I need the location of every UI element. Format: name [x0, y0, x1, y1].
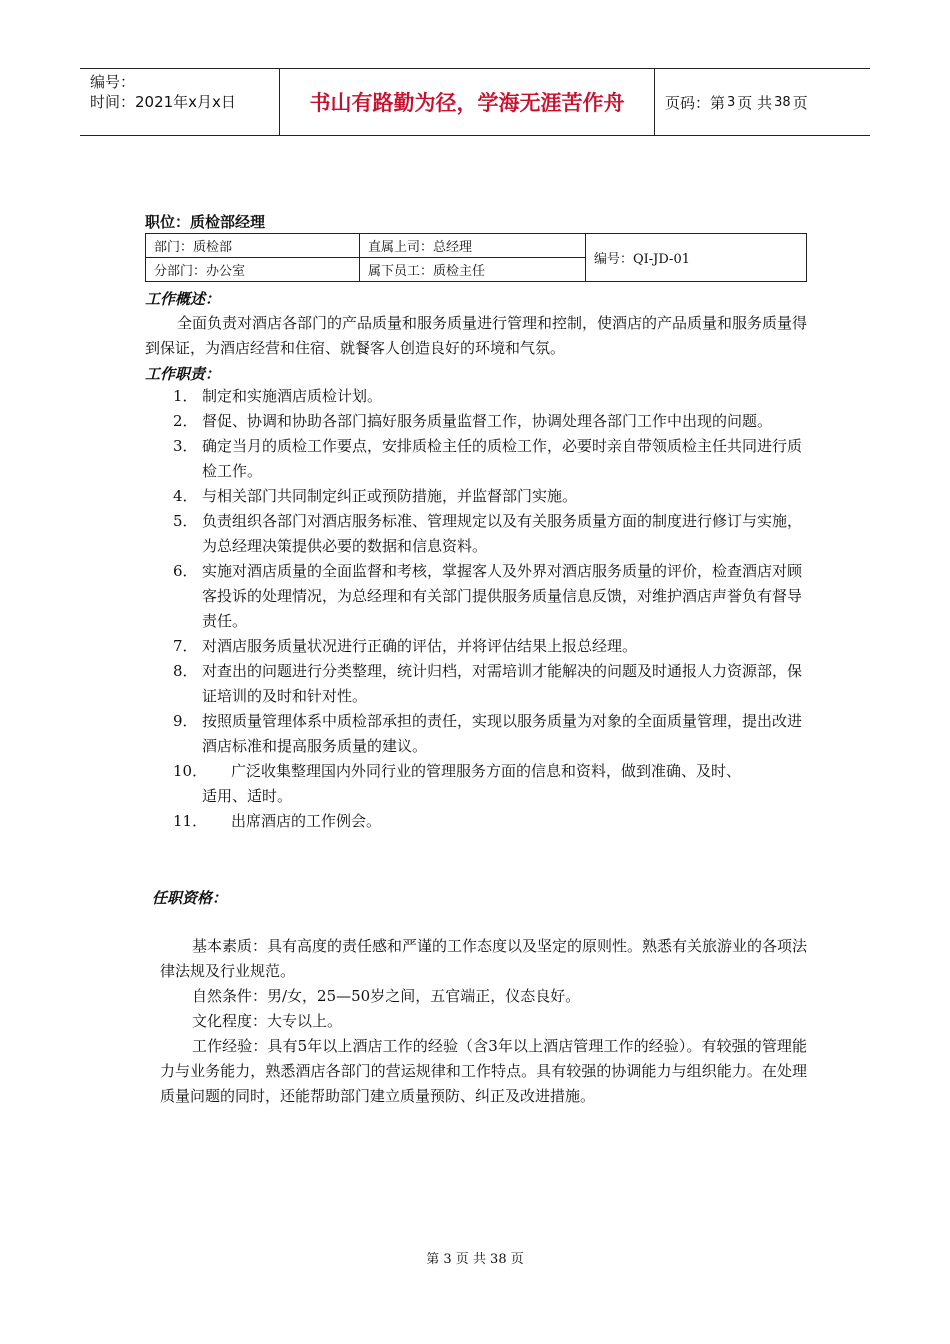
subordinate-cell: 属下员工：质检主任	[360, 258, 586, 282]
item-text: 制定和实施酒店质检计划。	[202, 387, 383, 405]
page-current: 3	[727, 94, 736, 110]
item-text: 按照质量管理体系中质检部承担的责任，实现以服务质量为对象的全面质量管理，提出改进酒店标准和提高服务质量的建议。	[202, 712, 803, 755]
code-label: 编号：	[90, 73, 136, 91]
list-item	[145, 559, 807, 634]
overview-text: 全面负责对酒店各部门的产品质量和服务质量进行管理和控制，使酒店的产品质量和服务质量得到保证，为酒店经营和住宿、就餐客人创造良好的环境和气氛。	[145, 314, 808, 357]
page-footer: 第 3 页 共 38 页	[426, 1252, 524, 1267]
item-number: 6．	[173, 562, 198, 580]
overview-heading: 工作概述：	[145, 290, 221, 308]
natural-conditions: 自然条件：男/女，25—50岁之间，五官端正，仪态良好。	[192, 987, 581, 1005]
motto: 书山有路勤为径，学海无涯苦作舟	[280, 69, 655, 135]
header-page-info	[655, 69, 870, 135]
item-number: 5．	[173, 512, 198, 530]
page-header	[80, 68, 870, 136]
item-text: 督促、协调和协助各部门搞好服务质量监督工作，协调处理各部门工作中出现的问题。	[202, 412, 773, 430]
qualifications-heading: 任职资格：	[152, 889, 228, 907]
list-item	[145, 509, 807, 559]
page-mid: 页 共	[737, 93, 773, 112]
time-label: 时间：2021年x月x日	[90, 93, 236, 111]
item-number: 3．	[173, 437, 198, 455]
list-item	[145, 659, 807, 709]
list-item	[145, 484, 807, 509]
item-text: 负责组织各部门对酒店服务标准、管理规定以及有关服务质量方面的制度进行修订与实施，为总经理决策提供必要的数据和信息资料。	[202, 512, 803, 555]
basic-quality: 基本素质：具有高度的责任感和严谨的工作态度以及坚定的原则性。熟悉有关旅游业的各项法律法规及行业规范。	[160, 937, 808, 980]
list-item	[145, 634, 807, 659]
item-text: 出席酒店的工作例会。	[231, 812, 382, 830]
item-number: 9．	[173, 712, 198, 730]
item-text: 对酒店服务质量状况进行正确的评估，并将评估结果上报总经理。	[202, 637, 638, 655]
item-number: 10．	[173, 762, 208, 780]
list-item	[145, 709, 807, 759]
list-item	[145, 384, 807, 409]
header-meta	[80, 69, 280, 135]
list-item	[145, 809, 807, 834]
position-title: 职位：质检部经理	[145, 213, 266, 231]
duties-heading: 工作职责：	[145, 365, 221, 383]
page-suffix: 页	[792, 93, 808, 112]
work-experience: 工作经验：具有5年以上酒店工作的经验（含3年以上酒店管理工作的经验）。有较强的管理能力与业务能力，熟悉酒店各部门的营运规律和工作特点。具有较强的协调能力与组织能力。在处理质量问题的同时，还能帮助部门建立质量预防、纠正及改进措施。	[160, 1037, 807, 1105]
item-number: 1．	[173, 387, 198, 405]
page-total: 38	[774, 94, 791, 110]
item-text: 实施对酒店质量的全面监督和考核，掌握客人及外界对酒店服务质量的评价，检查酒店对顾客投诉的处理情况，为总经理和有关部门提供服务质量信息反馈，对维护酒店声誉负有督导责任。	[202, 562, 803, 630]
item-text: 与相关部门共同制定纠正或预防措施，并监督部门实施。	[202, 487, 578, 505]
superior-cell: 直属上司：总经理	[360, 234, 586, 258]
item-number: 11．	[173, 812, 208, 830]
item-number: 8．	[173, 662, 198, 680]
list-item	[145, 759, 807, 809]
item-number: 2．	[173, 412, 198, 430]
duties-list	[145, 384, 807, 834]
item-text: 确定当月的质检工作要点，安排质检主任的质检工作，必要时亲自带领质检主任共同进行质检工作。	[202, 437, 803, 480]
sub-dept-cell: 分部门：办公室	[146, 258, 360, 282]
page-prefix: 页码：第	[665, 93, 726, 112]
item-text: 对查出的问题进行分类整理，统计归档，对需培训才能解决的问题及时通报人力资源部，保证培训的及时和针对性。	[202, 662, 803, 705]
list-item	[145, 409, 807, 434]
item-number: 4．	[173, 487, 198, 505]
item-text-cont: 适用、适时。	[202, 787, 293, 805]
info-table	[145, 233, 807, 282]
dept-cell: 部门：质检部	[146, 234, 360, 258]
list-item	[145, 434, 807, 484]
doc-no-cell: 编号：QI-JD-01	[586, 234, 807, 282]
item-text: 广泛收集整理国内外同行业的管理服务方面的信息和资料，做到准确、及时、	[231, 762, 742, 780]
education-level: 文化程度：大专以上。	[192, 1012, 343, 1030]
item-number: 7．	[173, 637, 198, 655]
